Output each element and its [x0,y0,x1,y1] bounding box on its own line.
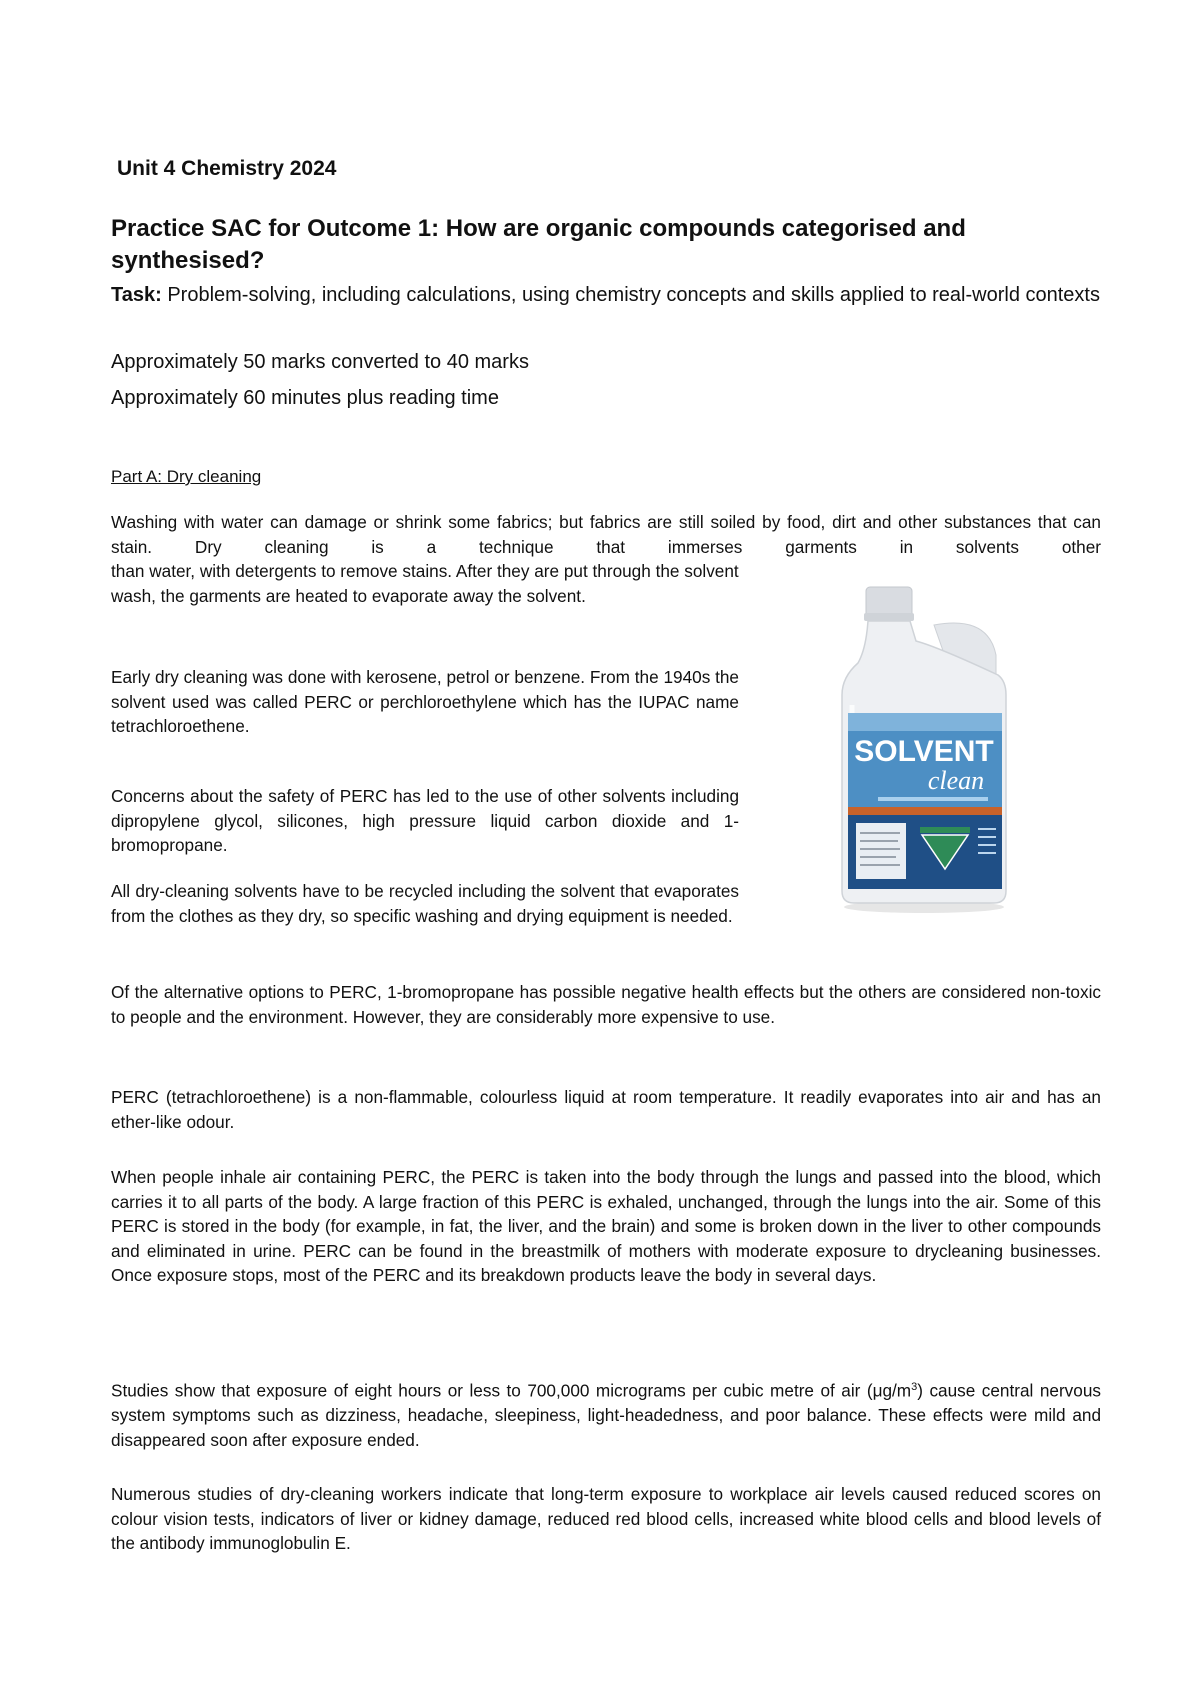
task-text: Problem-solving, including calculations, using chemistry concepts and skills applied to real-world contexts [161,284,1100,306]
solvent-clean-bottle-image [838,585,1010,915]
sac-title: Practice SAC for Outcome 1: How are organic compounds categorised and synthesised? [111,215,966,274]
studies-superscript: 3 [911,1381,918,1393]
part-a-heading: Part A: Dry cleaning [111,467,262,486]
recycling-paragraph: All dry-cleaning solvents have to be recycled including the solvent that evaporates from the clothes as they dry, so specific washing and drying equipment is needed. [111,881,739,926]
duration-info: Approximately 60 minutes plus reading time [111,387,499,409]
studies-text-after: ) cause central nervous system symptoms such as dizziness, headache, sleepiness, light-headedness, and poor balance. These effects were mild and disappeared soon after exposure ended. [111,1380,1101,1450]
concerns-paragraph: Concerns about the safety of PERC has led to the use of other solvents including dipropylene glycol, silicones, high pressure liquid carbon dioxide and 1-bromopropane. [111,786,739,856]
workers-paragraph: Numerous studies of dry-cleaning workers indicate that long-term exposure to workplace air levels caused reduced scores on colour vision tests, indicators of liver or kidney damage, reduced red blood cells, increased white blood cells and blood levels of the antibody immunoglobulin E. [111,1484,1101,1554]
marks-info: Approximately 50 marks converted to 40 marks [111,351,529,373]
alternatives-paragraph: Of the alternative options to PERC, 1-bromopropane has possible negative health effects but the others are considered non-toxic to people and the environment. However, they are considerably more expensive to use. [111,982,1101,1027]
bottle-brand-clean: clean [927,766,985,795]
intro-paragraph-continued: than water, with detergents to remove stains. After they are put through the solvent wash, the garments are heated to evaporate away the solvent. [111,561,739,606]
studies-paragraph [111,1375,1101,1453]
exposure-paragraph: When people inhale air containing PERC, the PERC is taken into the body through the lungs and passed into the blood, which carries it to all parts of the body. A large fraction of this PERC is exhaled, unchanged, through the lungs into the air. Some of this PERC is stored in the body (for example, in fat, the liver, and the brain) and some is broken down in the liver to other compounds and eliminated in urine. PERC can be found in the breastmilk of mothers with moderate exposure to drycleaning businesses. Once exposure stops, most of the PERC and its breakdown products leave the body in several days. [111,1167,1101,1286]
studies-text-before: Studies show that exposure of eight hours or less to 700,000 micrograms per cubic metre of air (μg/m [111,1380,912,1401]
intro-paragraph: Washing with water can damage or shrink some fabrics; but fabrics are still soiled by food, dirt and other substances that can stain. Dry cleaning is a technique that immerses garments in solvents other [111,512,1101,557]
bottle-illustration [838,585,1010,915]
bottle-brand-solvent: SOLVENT [854,735,994,768]
task-label: Task: [111,284,162,306]
unit-title: Unit 4 Chemistry 2024 [117,157,337,180]
task-description [111,282,1101,309]
properties-paragraph: PERC (tetrachloroethene) is a non-flammable, colourless liquid at room temperature. It readily evaporates into air and has an ether-like odour. [111,1087,1101,1132]
history-paragraph: Early dry cleaning was done with kerosene, petrol or benzene. From the 1940s the solvent used was called PERC or perchloroethylene which has the IUPAC name tetrachloroethene. [111,667,739,737]
